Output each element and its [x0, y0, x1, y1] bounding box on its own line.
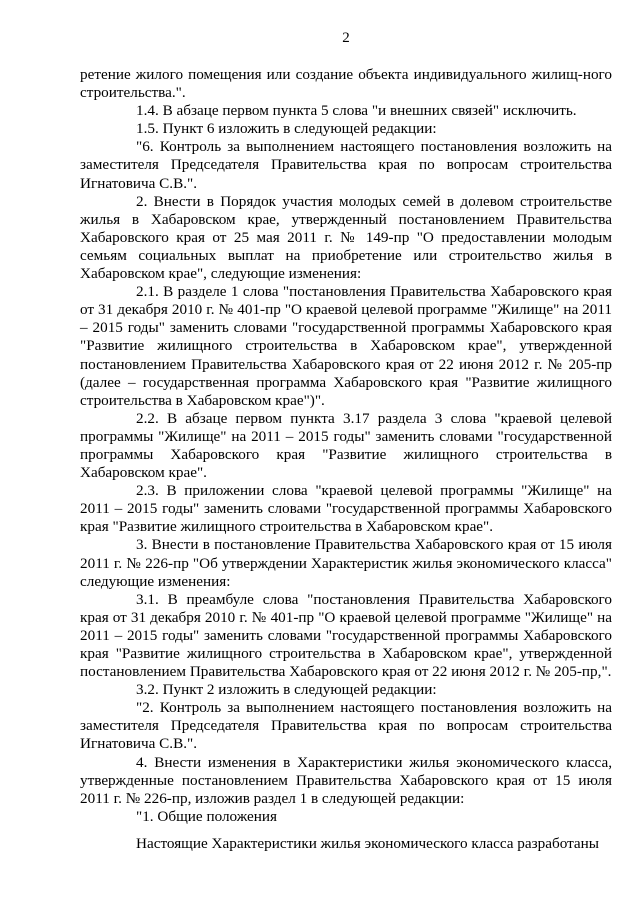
- paragraph: 4. Внести изменения в Характеристики жилья экономического класса, утвержденные постановлением Правительства Хабаровского края от 15 июля 2011 г. № 226-пр, изложив раздел 1 в следующей редакции:: [80, 753, 612, 807]
- paragraph: "2. Контроль за выполнением настоящего постановления возложить на заместителя Председателя Правительства края по вопросам строительства Игнатовича С.В.".: [80, 699, 612, 753]
- paragraph: 3. Внести в постановление Правительства Хабаровского края от 15 июля 2011 г. № 226-пр "Об утверждении Характеристик жилья экономического класса" следующие изменения:: [80, 536, 612, 590]
- paragraph: 2.1. В разделе 1 слова "постановления Правительства Хабаровского края от 31 декабря 2010 г. № 401-пр "О краевой целевой программе "Жилище" на 2011 – 2015 годы" заменить словами "государственной программы Хабаровского края "Развитие жилищного строительства в Хабаровском крае", утвержденной постановлением Правительства Хабаровского края от 22 июня 2012 г. № 205-пр (далее – государственная программа Хабаровского края "Развитие жилищного строительства в Хабаровском крае")".: [80, 283, 612, 409]
- section-heading: "1. Общие положения: [136, 807, 278, 825]
- paragraph: "6. Контроль за выполнением настоящего постановления возложить на заместителя Председателя Правительства края по вопросам строительства Игнатовича С.В.".: [80, 138, 612, 192]
- paragraph: 3.1. В преамбуле слова "постановления Правительства Хабаровского края от 31 декабря 2010 г. № 401-пр "О краевой целевой программе "Жилище" на 2011 – 2015 годы" заменить словами "государственной программы Хабаровского края "Развитие жилищного строительства в Хабаровском крае", утвержденной постановлением Правительства Хабаровского края от 22 июня 2012 г. № 205-пр,".: [80, 590, 612, 681]
- paragraph: 1.4. В абзаце первом пункта 5 слова "и внешних связей" исключить.: [136, 102, 577, 120]
- page-number: 2: [342, 30, 350, 46]
- paragraph: 2. Внести в Порядок участия молодых семей в долевом строительстве жилья в Хабаровском крае, утвержденный постановлением Правительства Хабаровского края от 25 мая 2011 г. № 149-пр "О предоставлении молодым семьям социальных выплат на приобретение или строительство жилья в Хабаровском крае", следующие изменения:: [80, 192, 612, 283]
- paragraph: 2.2. В абзаце первом пункта 3.17 раздела 3 слова "краевой целевой программы "Жилище" на 2011 – 2015 годы" заменить словами "государственной программы Хабаровского края "Развитие жилищного строительства в Хабаровском крае".: [80, 409, 612, 482]
- paragraph: Настоящие Характеристики жилья экономического класса разработаны: [136, 834, 599, 852]
- paragraph: 3.2. Пункт 2 изложить в следующей редакции:: [136, 681, 437, 699]
- paragraph: 2.3. В приложении слова "краевой целевой программы "Жилище" на 2011 – 2015 годы" заменить словами "государственной программы Хабаровского края "Развитие жилищного строительства в Хабаровском крае".: [80, 482, 612, 536]
- paragraph: ретение жилого помещения или создание объекта индивидуального жилищ-ного строительства.".: [80, 66, 612, 102]
- document-body: [80, 66, 612, 853]
- paragraph: 1.5. Пункт 6 изложить в следующей редакции:: [136, 120, 437, 138]
